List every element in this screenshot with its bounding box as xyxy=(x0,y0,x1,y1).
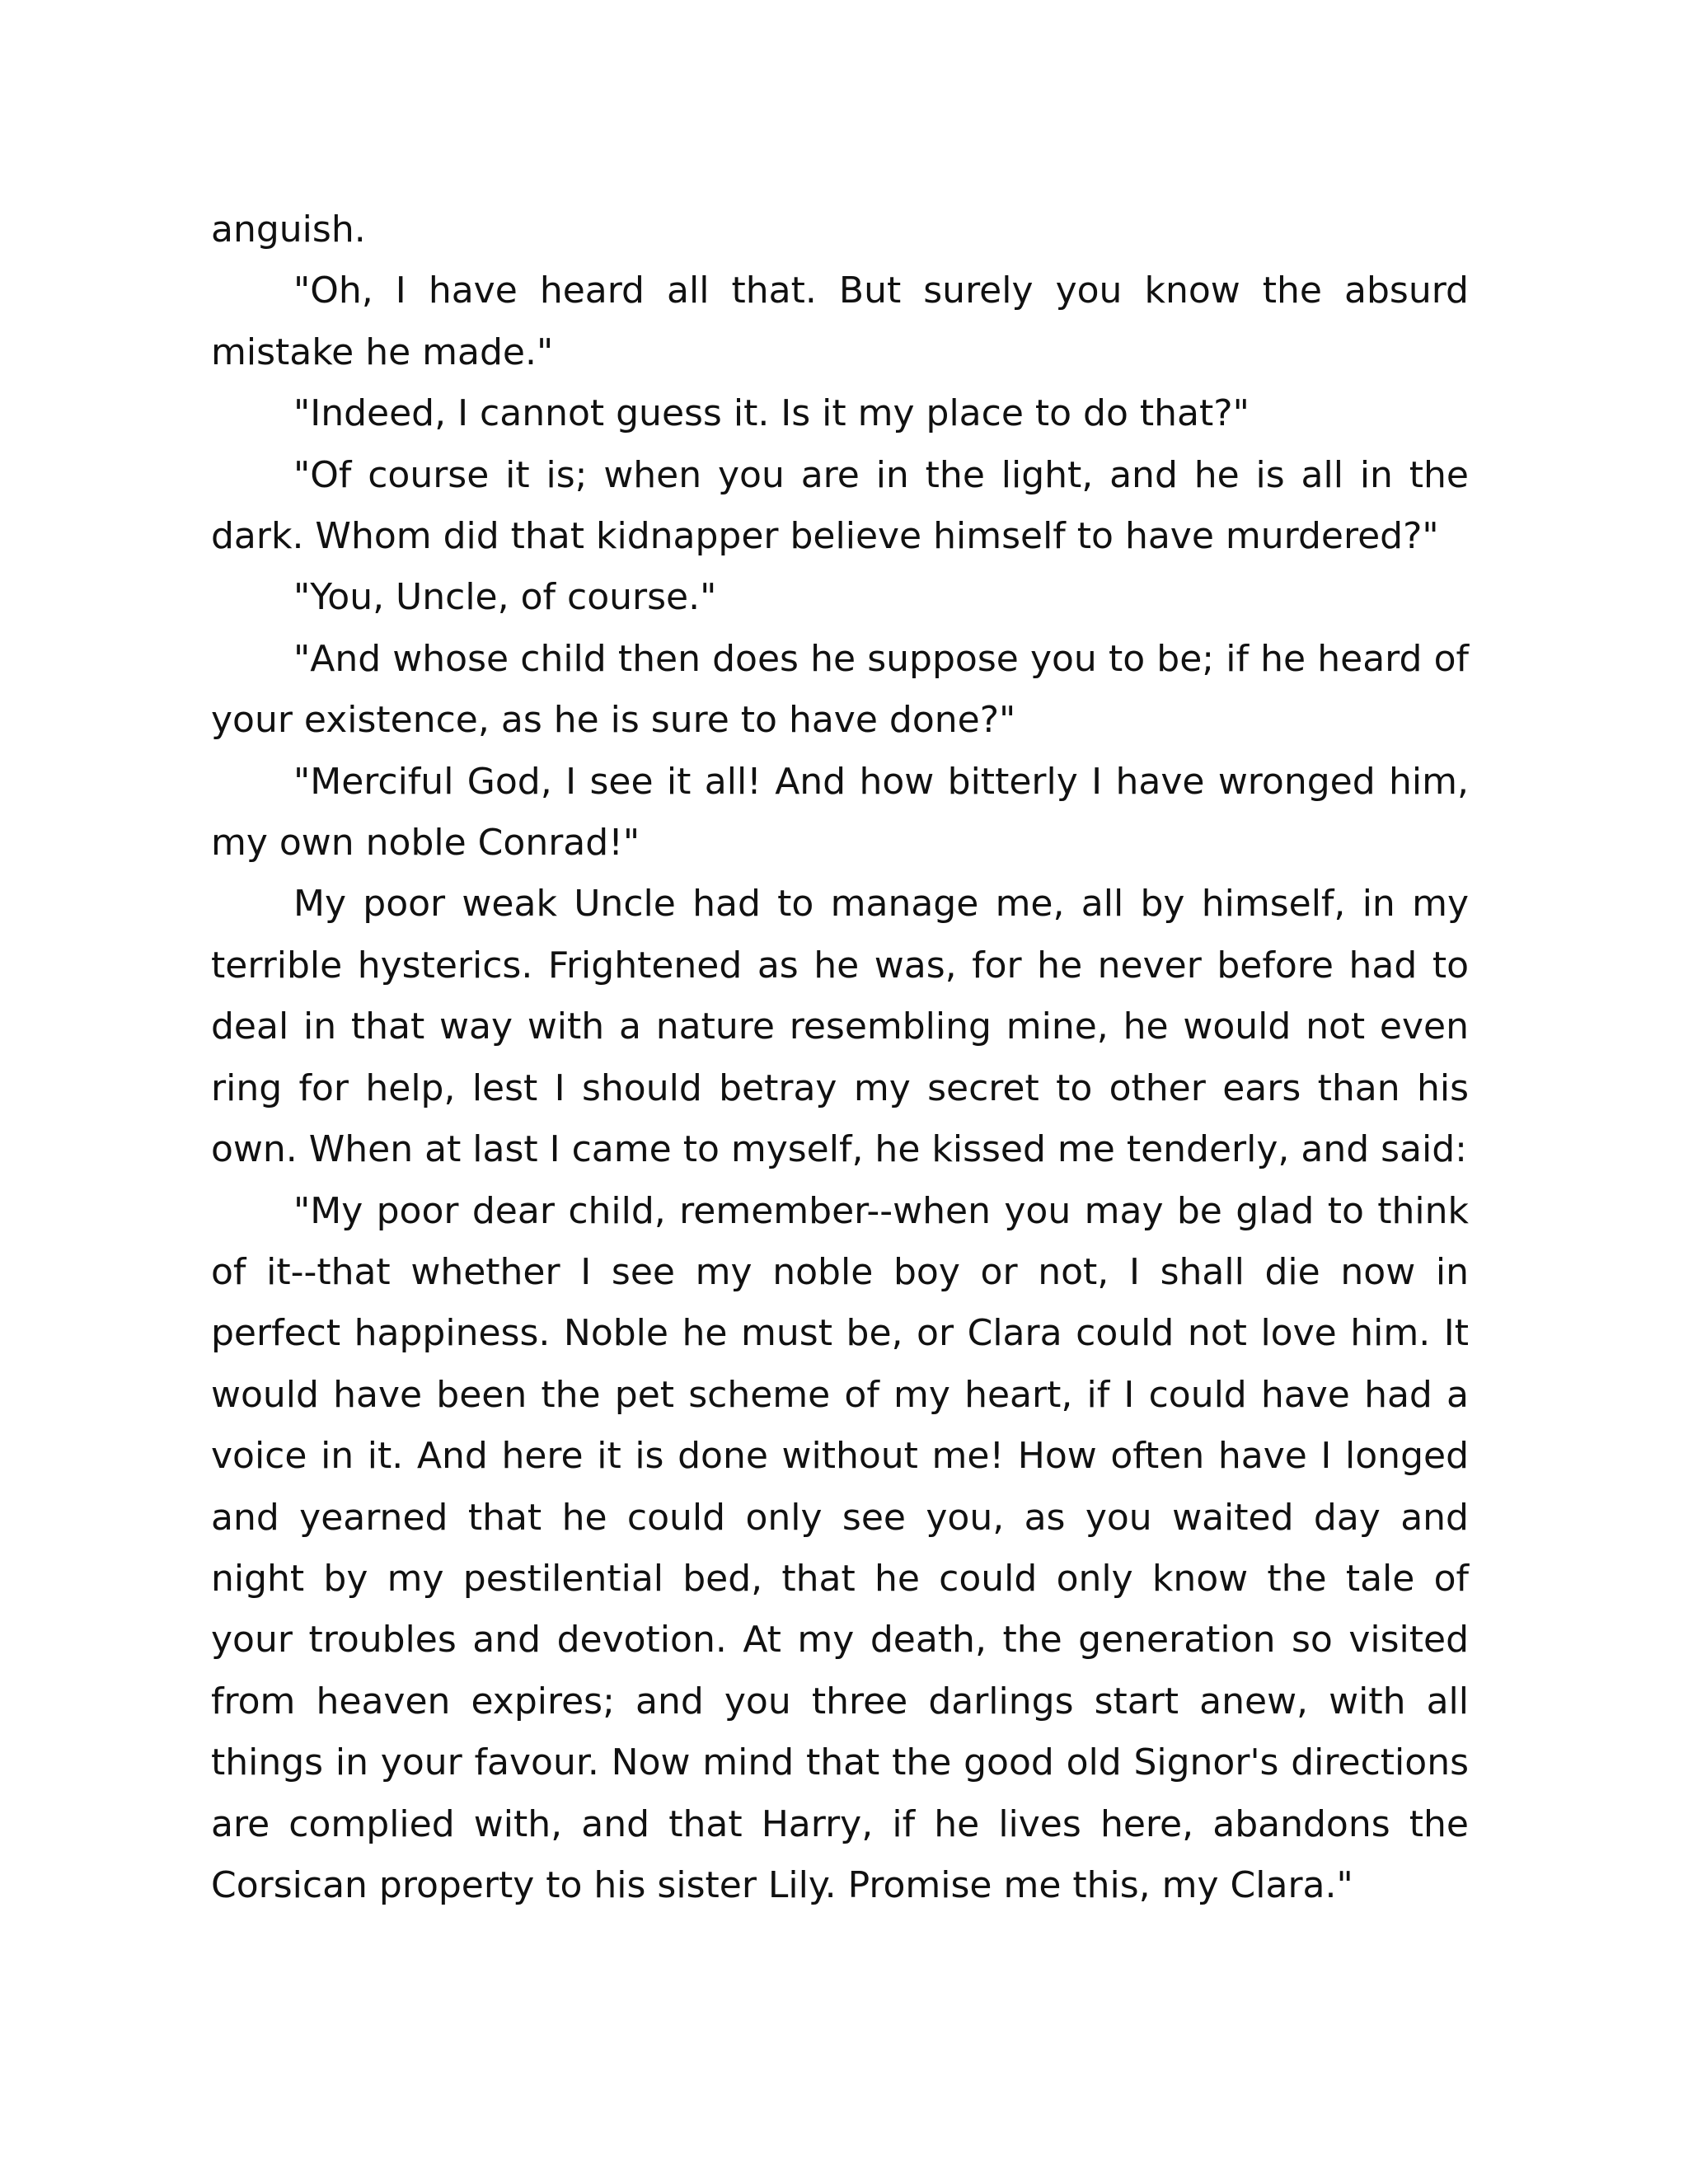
paragraph-cannot-guess: "Indeed, I cannot guess it. Is it my place to do that?" xyxy=(293,392,1250,435)
paragraph-uncle-speech: "My poor dear child, remember--when you may be glad to think of it--that whether I see my noble boy or not, I shall die now in perfect happiness. Noble he must be, or Clara could not love him. It would have been the pet scheme of my heart, if I could have had a voice in it. And here it is done without me! How often have I longed and yearned that he could only see you, as you waited day and night by my pestilential bed, that he could only know the tale of your troubles and devotion. At my death, the generation so visited from heaven expires; and you three darlings start anew, with all things in your favour. Now mind that the good old Signor's directions are complied with, and that Harry, if he lives here, abandons the Corsican property to his sister Lily. Promise me this, my Clara." xyxy=(211,1189,1469,1906)
paragraph-you-uncle: "You, Uncle, of course." xyxy=(293,576,717,619)
paragraph-absurd-mistake: "Oh, I have heard all that. But surely you know the absurd mistake he made." xyxy=(211,269,1469,373)
paragraph-in-the-light: "Of course it is; when you are in the light, and he is all in the dark. Whom did that kidnapper believe himself to have murdered?" xyxy=(211,453,1469,558)
paragraph-whose-child: "And whose child then does he suppose you to be; if he heard of your existence, as he is sure to have done?" xyxy=(211,637,1469,742)
paragraph-merciful-god: "Merciful God, I see it all! And how bitterly I have wronged him, my own noble Conrad!" xyxy=(211,760,1469,865)
paragraph-hysterics: My poor weak Uncle had to manage me, all by himself, in my terrible hysterics. Frightened as he was, for he never before had to deal in that way with a nature resembling mine, he would not even ring for help, lest I should betray my secret to other ears than his own. When at last I came to myself, he kissed me tenderly, and said: xyxy=(211,883,1469,1171)
body-text xyxy=(211,199,1469,1916)
paragraph-continuation: anguish. xyxy=(211,209,366,251)
